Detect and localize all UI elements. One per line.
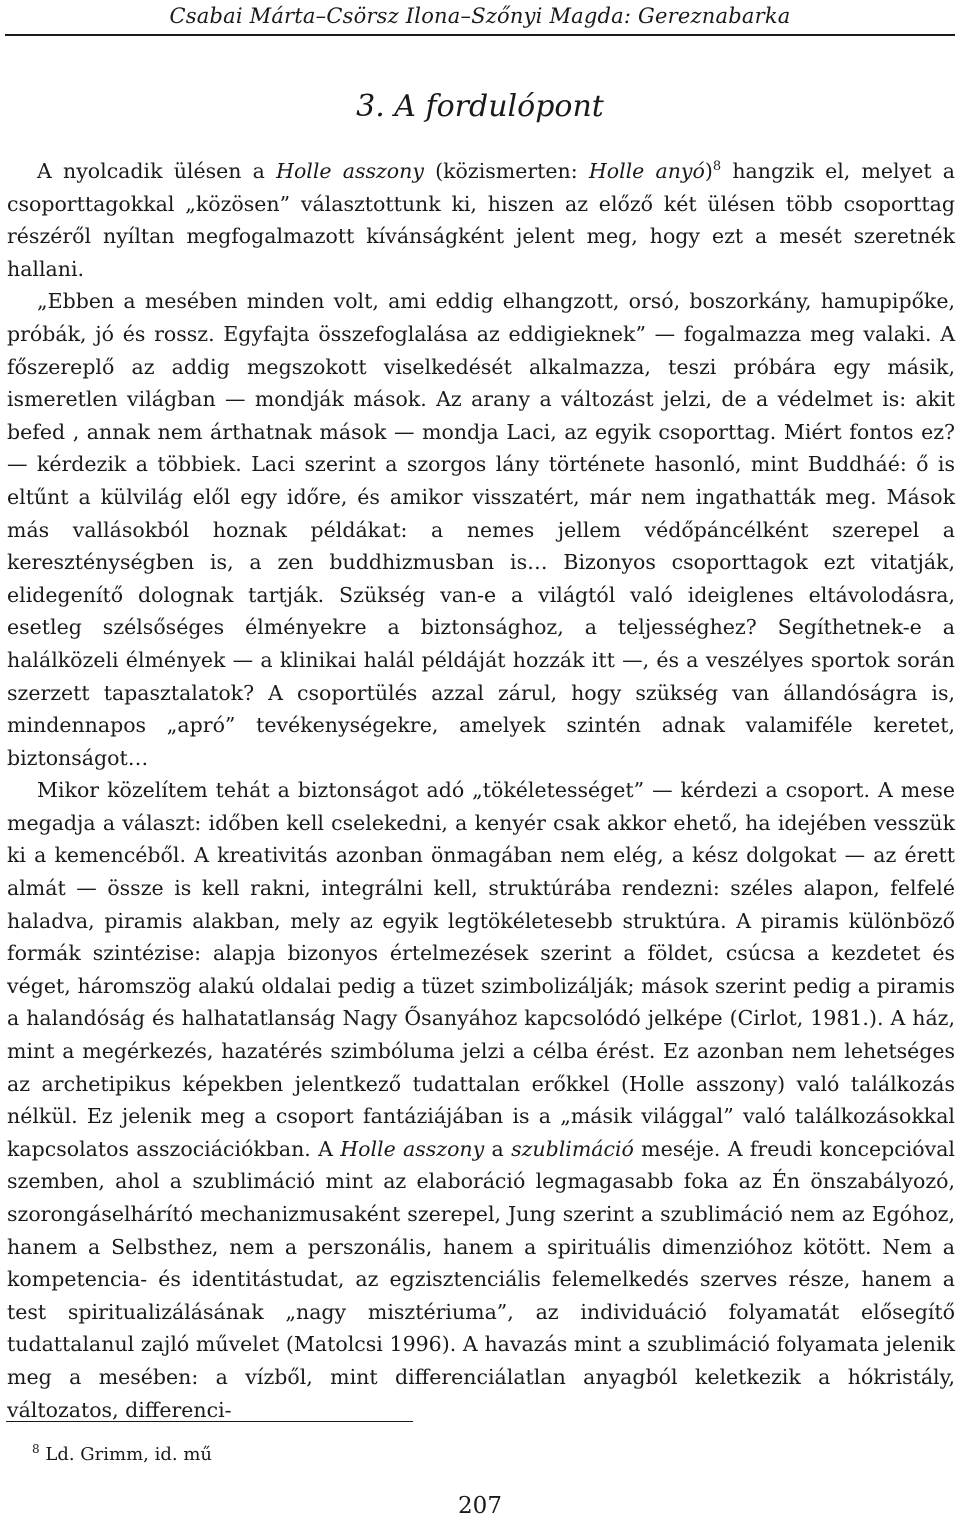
text-run: Mikor közelítem tehát a biztonságot adó „tökéletességet” — kérdezi a csoport. A mese megadja a választ: időben kell cselekedni, a kenyér csak akkor ehető, ha idejében vesszük ki a kemencéből. A kreativitás azonban önmagában nem elég, a kész dolgokat — az érett almát — össze is kell rakni, integrálni kell, struktúrába rendezni: széles alapon, felfelé haladva, piramis alakban, mely az egyik legtökéletesebb struktúra. A piramis különböző formák szintézise: alapja bizonyos értelmezések szerint a földet, csúcsa a kezdetet és véget, háromszög alakú oldalai pedig a tüzet szimbolizálják; mások szerint pedig a piramis a halandóság és halhatatlanság Nagy Ősanyához kapcsolódó jelképe (Cirlot, 1981.). A ház, mint a megérkezés, hazatérés szimbóluma jelzi a célba érést. Ez azonban nem lehetséges az archetipikus képekben jelentkező tudattalan erőkkel (Holle asszony) való találkozás nélkül. Ez jelenik meg a csoport fantáziájában is a „másik világgal” való találkozásokkal kapcsolatos asszociációkban. A — [7, 778, 955, 1161]
italic-text: Holle asszony — [276, 159, 424, 183]
footnote-reference: 8 — [712, 159, 722, 175]
text-run: A nyolcadik ülésen a — [37, 159, 277, 183]
text-run: a — [484, 1136, 512, 1161]
text-run: meséje. A freudi koncepcióval szemben, ahol a szublimáció mint az elaboráció legmagasabb foka az Én önszabályozó, szorongáselhárító mechanizmusaként szerepel, Jung szerint a szublimáció nem az Egóhoz, hanem a Selbsthez, nem a perszonális, hanem a spirituális dimenzióhoz kötött. Nem a kompetencia- és identitástudat, az egzisztenciális felemelkedés szerves része, hanem a test spiritualizálásának „nagy misztériuma”, az individuáció folyamatát elősegítő tudattalanul zajló művelet (Matolcsi 1996). A havazás mint a szublimáció folyamata jelenik meg a mesében: a vízből, mint differenciálatlan anyagból keletkezik a hókristály, változatos, differenci- — [7, 1136, 955, 1422]
text-run: hangzik el, melyet a csoporttagokkal „közösen” választottunk ki, hiszen az előző két ülésen több csoporttag részéről nyíltan megfogalmazott kívánságként jelent meg, hogy ezt a mesét szeretnék hallani. — [7, 159, 955, 281]
footnote-rule — [6, 1421, 413, 1422]
footnote-text: Ld. Grimm, id. mű — [39, 1444, 212, 1465]
footnote — [32, 1443, 212, 1467]
paragraph — [7, 155, 955, 285]
italic-text: Holle asszony — [340, 1136, 485, 1161]
running-head: Csabai Márta–Csörsz Ilona–Szőnyi Magda: Gereznabarka — [169, 4, 791, 28]
italic-text: szublimáció — [511, 1136, 634, 1161]
body-text — [7, 155, 955, 1426]
italic-text: Holle anyó — [588, 159, 705, 183]
header-rule — [5, 34, 955, 36]
footnote-marker: 8 — [32, 1442, 40, 1456]
paragraph — [7, 285, 955, 774]
text-run: ) — [704, 159, 713, 183]
paragraph — [7, 774, 955, 1426]
chapter-title: 3. A fordulópont — [356, 89, 604, 124]
page-number: 207 — [458, 1493, 502, 1519]
text-run: (közismerten: — [423, 159, 589, 183]
text-run: „Ebben a mesében minden volt, ami eddig elhangzott, orsó, boszorkány, hamupipőke, próbák, jó és rossz. Egyfajta összefoglalása az eddigieknek” — fogalmazza meg valaki. A főszereplő az addig megszokott viselkedését alkalmazza, teszi próbára egy másik, ismeretlen világban — mondják mások. Az arany a változást jelzi, de a védelmet is: akit befed , annak nem árthatnak mások — mondja Laci, az egyik csoporttag. Miért fontos ez? — kérdezik a többiek. Laci szerint a szorgos lány története hasonló, mint Buddháé: ő is eltűnt a külvilág elől egy időre, és amikor visszatért, már nem ingathatták meg. Mások más vallásokból hoznak példákat: a nemes jellem védőpáncélként szerepel a kereszténységben is, a zen buddhizmusban is… Bizonyos csoporttagok ezt vitatják, elidegenítő dolognak tartják. Szükség van-e a világtól való ideiglenes eltávolodásra, esetleg szélsőséges élményekre a biztonsághoz, a teljességhez? Segíthetnek-e a halálközeli élmények — a klinikai halál példáját hozzák itt —, és a veszélyes sportok során szerzett tapasztalatok? A csoportülés azzal zárul, hogy szükség van állandóságra is, mindennapos „apró” tevékenységekre, amelyek szintén adnak valamiféle keretet, biztonságot… — [7, 289, 955, 770]
